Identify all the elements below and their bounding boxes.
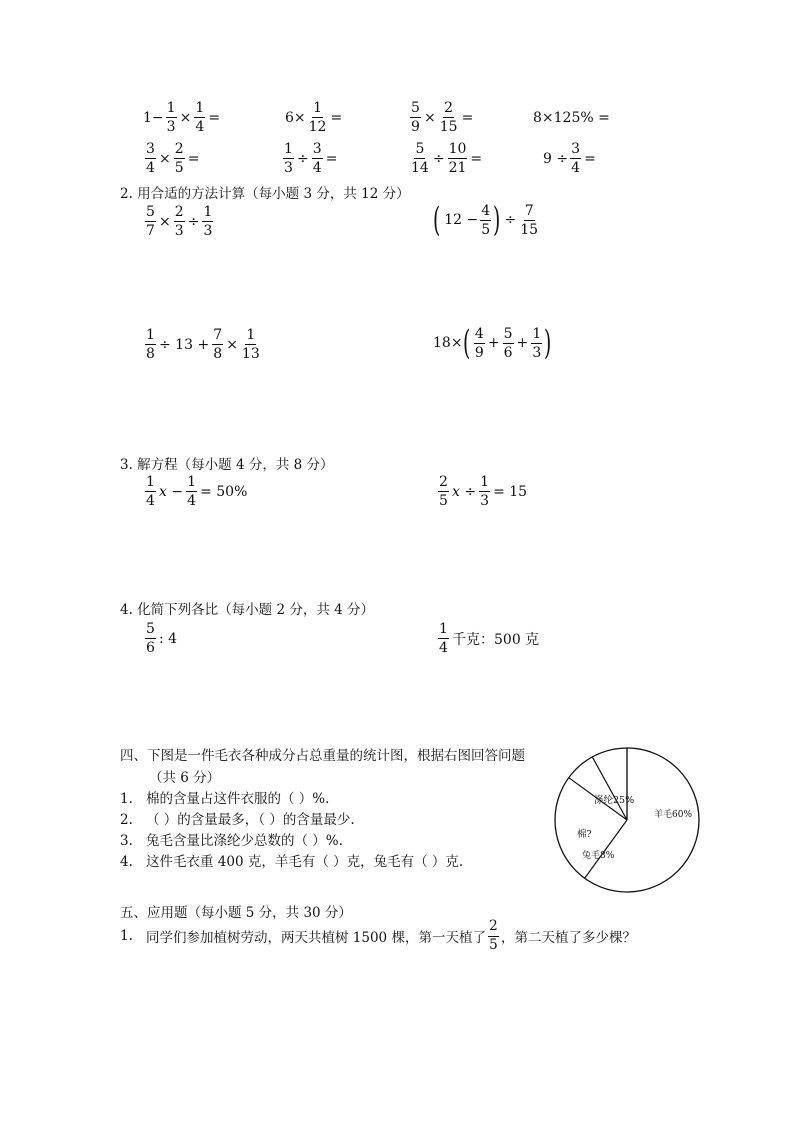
fraction: $\frac{10}{21}$ — [448, 141, 467, 176]
fraction: $\frac{5}{7}$ — [146, 204, 155, 239]
fraction: $\frac{1}{3}$ — [480, 474, 490, 509]
fraction: $\frac{7}{8}$ — [213, 327, 223, 362]
q2-heading: 2. 用合适的方法计算（每小题 3 分，共 12 分） — [120, 186, 410, 202]
q4-ratio-1: $\frac{5}{6}$ : 4 — [146, 621, 178, 656]
fraction: $\frac{3}{4}$ — [571, 141, 581, 176]
calc-2c: $\frac{5}{14}$ ÷ $\frac{10}{21}$ = — [411, 141, 483, 176]
fraction: $\frac{5}{9}$ — [411, 100, 420, 135]
section4-heading: 四、下图是一件毛衣各种成分占总重量的统计图，根据右图回答问题 — [120, 748, 525, 764]
fraction: $\frac{5}{6}$ — [503, 325, 513, 361]
q2-expr-1: $\frac{5}{7}$ × $\frac{2}{3}$ ÷ $\frac{1}{3}$ — [146, 204, 213, 239]
q3-equation-1: $\frac{1}{4}$ x − $\frac{1}{4}$ = 50% — [146, 474, 248, 509]
fraction: $\frac{1}{13}$ — [241, 327, 260, 362]
section5-heading: 五、应用题（每小题 5 分，共 30 分） — [120, 905, 352, 921]
q2-expr-4: 18× ( $\frac{4}{9}$ + $\frac{5}{6}$ + $\frac{1}{3}$ ) — [433, 323, 552, 363]
q2-expr-2: ( 12 − $\frac{4}{5}$ ) ÷ $\frac{7}{15}$ — [432, 200, 539, 240]
fraction: $\frac{1}{12}$ — [308, 100, 327, 135]
fraction: $\frac{1}{4}$ — [195, 100, 205, 135]
fraction: $\frac{1}{4}$ — [187, 474, 197, 509]
fraction: $\frac{1}{4}$ — [439, 621, 448, 656]
q3-equation-2: $\frac{2}{5}$ x ÷ $\frac{1}{3}$ = 15 — [439, 474, 528, 509]
fraction: $\frac{2}{15}$ — [439, 100, 458, 135]
pie-slice-label: 涤纶25% — [594, 795, 635, 806]
calc-2b: $\frac{1}{3}$ ÷ $\frac{3}{4}$ = — [284, 141, 338, 176]
fraction: $\frac{2}{5}$ — [489, 918, 498, 953]
section4-item-4: 4. 这件毛衣重 400 克，羊毛有（ ）克，兔毛有（ ）克. — [120, 854, 464, 870]
fraction: $\frac{1}{3}$ — [284, 141, 293, 176]
calc-2a: $\frac{3}{4}$ × $\frac{2}{5}$ = — [146, 141, 200, 176]
q4-heading: 4. 化简下列各比（每小题 2 分，共 4 分） — [120, 602, 375, 618]
fraction: $\frac{5}{6}$ — [146, 621, 155, 656]
pie-slice-label: 兔毛8% — [582, 851, 615, 861]
q3-heading: 3. 解方程（每小题 4 分，共 8 分） — [120, 457, 334, 473]
fraction: $\frac{1}{3}$ — [203, 204, 213, 239]
calc-1d: 8×125% = — [533, 110, 610, 126]
fraction: $\frac{2}{5}$ — [174, 141, 184, 176]
q2-expr-3: $\frac{1}{8}$ ÷ 13 + $\frac{7}{8}$ × $\frac{1}{13}$ — [146, 327, 260, 362]
fraction: $\frac{1}{4}$ — [146, 474, 155, 509]
calc-2d: 9 ÷ $\frac{3}{4}$ = — [543, 141, 596, 176]
q4-ratio-2: $\frac{1}{4}$ 千克：500 克 — [439, 621, 540, 656]
fraction: $\frac{3}{4}$ — [146, 141, 155, 176]
section4-item-1: 1. 棉的含量占这件衣服的（ ）%. — [120, 791, 330, 807]
pie-slice-label: 棉? — [577, 829, 592, 840]
fraction: $\frac{2}{5}$ — [439, 474, 448, 509]
fraction: $\frac{7}{15}$ — [520, 202, 539, 238]
calc-1a: 1− $\frac{1}{3}$ × $\frac{1}{4}$ = — [143, 100, 221, 135]
fraction: $\frac{4}{5}$ — [481, 202, 491, 238]
fraction: $\frac{5}{14}$ — [411, 141, 429, 176]
section4-item-3: 3. 兔毛含量比涤纶少总数的（ ）%. — [120, 833, 343, 849]
pie-slice-label: 羊毛60% — [654, 810, 693, 820]
section5-question-1: 1. 同学们参加植树劳动，两天共植树 1500 棵，第一天植了 $\frac{2}{5}$ ，第二天植了多少棵？ — [120, 918, 636, 953]
section4-subheading: （共 6 分） — [149, 770, 221, 786]
calc-1c: $\frac{5}{9}$ × $\frac{2}{15}$ = — [411, 100, 474, 135]
expr-text: 1− — [143, 109, 164, 126]
fraction: $\frac{3}{4}$ — [312, 141, 322, 176]
calc-1b: 6× $\frac{1}{12}$ = — [285, 100, 343, 135]
fraction: $\frac{2}{3}$ — [174, 204, 184, 239]
fraction: $\frac{1}{3}$ — [532, 325, 542, 361]
fraction: $\frac{4}{9}$ — [474, 325, 484, 361]
composition-pie-chart — [552, 745, 702, 895]
section4-item-2: 2. （ ）的含量最多，（ ）的含量最少. — [120, 812, 355, 828]
fraction: $\frac{1}{3}$ — [166, 100, 176, 135]
fraction: $\frac{1}{8}$ — [146, 327, 155, 362]
